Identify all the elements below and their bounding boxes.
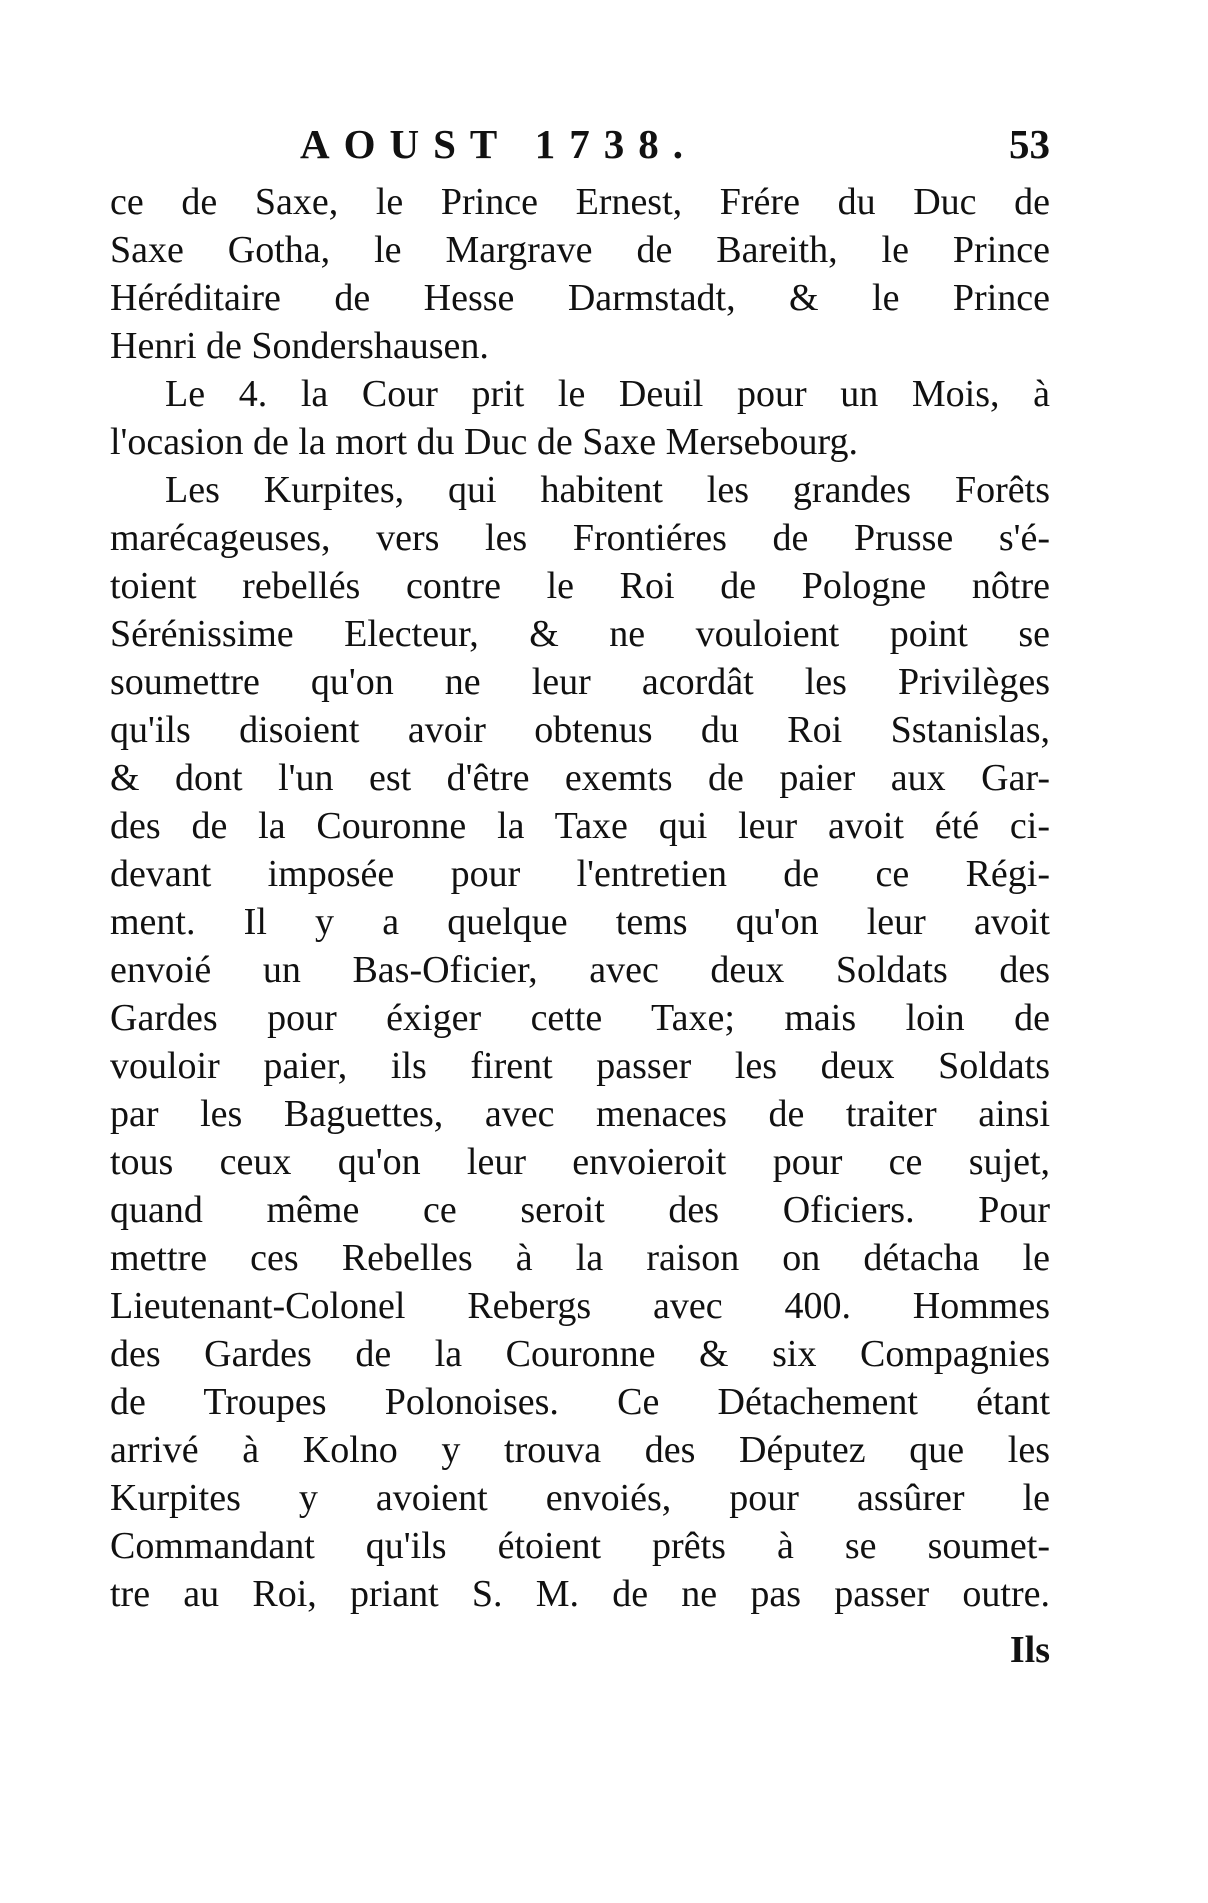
running-head: AOUST 1738. (300, 121, 698, 167)
text-line: Les Kurpites, qui habitent les grandes Forêts (165, 469, 1050, 511)
text-line: soumettre qu'on ne leur acordât les Privilèges (110, 661, 1050, 703)
text-line: ment. Il y a quelque tems qu'on leur avoit (110, 901, 1050, 943)
text-line: ce de Saxe, le Prince Ernest, Frére du Duc de (110, 181, 1050, 223)
text-line: Saxe Gotha, le Margrave de Bareith, le Prince (110, 229, 1050, 271)
text-line: de Troupes Polonoises. Ce Détachement étant (110, 1381, 1050, 1423)
text-line: & dont l'un est d'être exemts de paier aux Gar- (110, 757, 1050, 799)
text-line: tous ceux qu'on leur envoieroit pour ce sujet, (110, 1141, 1050, 1183)
text-line: des Gardes de la Couronne & six Compagnies (110, 1333, 1050, 1375)
text-line: Le 4. la Cour prit le Deuil pour un Mois, à (165, 373, 1050, 415)
text-line: Héréditaire de Hesse Darmstadt, & le Prince (110, 277, 1050, 319)
text-line: marécageuses, vers les Frontiéres de Prusse s'é- (110, 517, 1050, 559)
page-number: 53 (1009, 121, 1050, 167)
text-line: Lieutenant-Colonel Rebergs avec 400. Hommes (110, 1285, 1050, 1327)
text-line: toient rebellés contre le Roi de Pologne nôtre (110, 565, 1050, 607)
text-line: l'ocasion de la mort du Duc de Saxe Mersebourg. (110, 421, 859, 463)
text-line: vouloir paier, ils firent passer les deux Soldats (110, 1045, 1050, 1087)
body-text (110, 178, 1050, 1618)
text-line: quand même ce seroit des Oficiers. Pour (110, 1189, 1050, 1231)
text-line: Commandant qu'ils étoient prêts à se soumet- (110, 1525, 1050, 1567)
text-line: mettre ces Rebelles à la raison on détacha le (110, 1237, 1050, 1279)
text-line: Sérénissime Electeur, & ne vouloient point se (110, 613, 1050, 655)
text-line: par les Baguettes, avec menaces de traiter ainsi (110, 1093, 1050, 1135)
catchword: Ils (1009, 1629, 1050, 1671)
text-line: Gardes pour éxiger cette Taxe; mais loin de (110, 997, 1050, 1039)
text-line: devant imposée pour l'entretien de ce Régi- (110, 853, 1050, 895)
text-line: des de la Couronne la Taxe qui leur avoit été ci- (110, 805, 1050, 847)
text-line: arrivé à Kolno y trouva des Députez que les (110, 1429, 1050, 1471)
page-header (110, 120, 1050, 180)
text-line: envoié un Bas-Oficier, avec deux Soldats des (110, 949, 1050, 991)
text-line: Kurpites y avoient envoiés, pour assûrer le (110, 1477, 1050, 1519)
text-line: tre au Roi, priant S. M. de ne pas passer outre. (110, 1573, 1050, 1615)
text-line: Henri de Sondershausen. (110, 325, 489, 367)
text-line: qu'ils disoient avoir obtenus du Roi Sstanislas, (110, 709, 1050, 751)
